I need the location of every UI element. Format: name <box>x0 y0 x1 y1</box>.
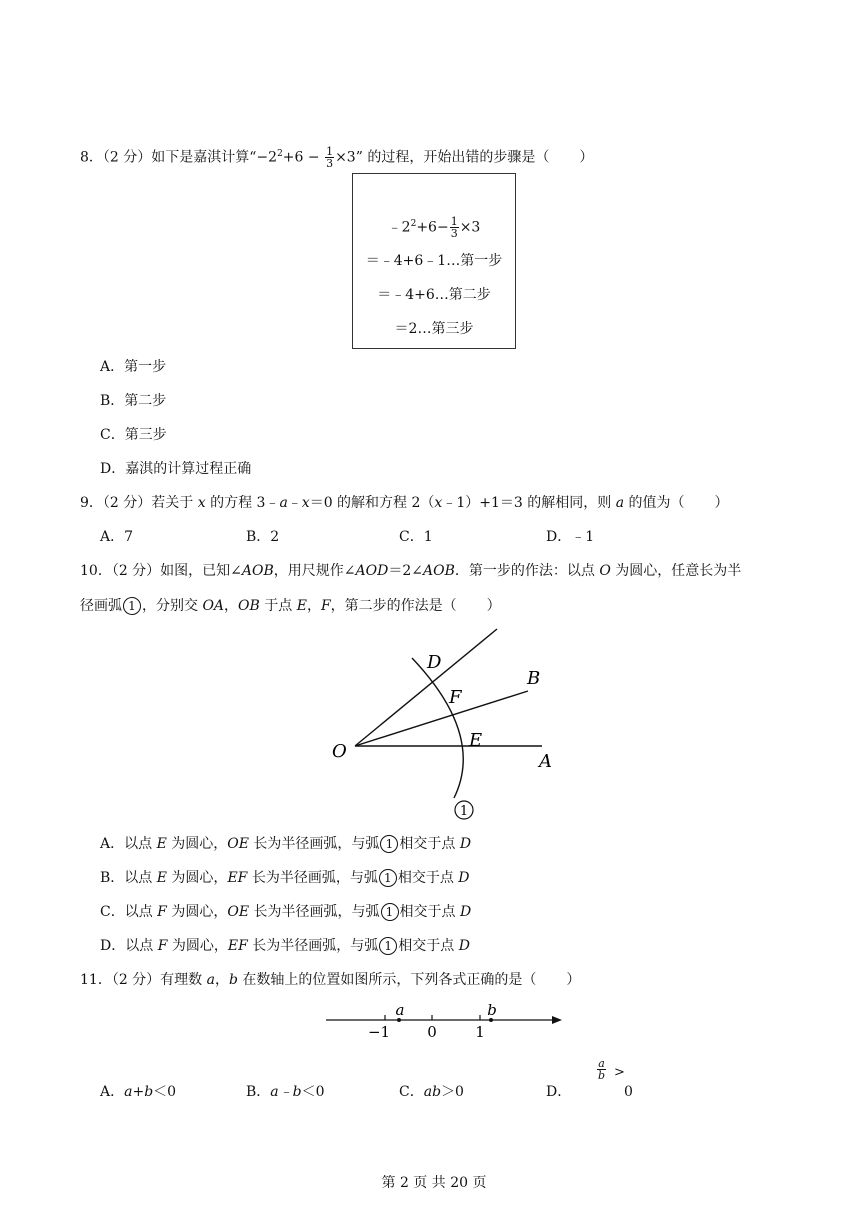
q11-option-c[interactable]: C．ab＞0 <box>399 1084 464 1100</box>
q8-box-row-3: ＝﹣4+6…第二步 <box>377 287 491 303</box>
q9-option-c[interactable]: C．1 <box>399 529 433 545</box>
q9-option-d[interactable]: D．﹣1 <box>546 529 595 545</box>
label-e: E <box>469 730 483 751</box>
label-d: D <box>427 652 442 673</box>
page-footer: 第 2 页 共 20 页 <box>381 1175 487 1191</box>
arc-1 <box>412 658 463 798</box>
q9-option-a[interactable]: A．7 <box>100 529 134 545</box>
q10-stem-line-1: 10．（2 分）如图，已知∠AOB，用尺规作∠AOD＝2∠AOB．第一步的作法：以点 O 为圆心，任意长为半 <box>80 563 742 579</box>
q11-option-d[interactable]: D． <box>546 1084 572 1100</box>
q8-box-row-1: $﹣2^2+6-$ $\frac{1}{3}$ ×3 <box>387 215 481 241</box>
q9-option-b[interactable]: B．2 <box>246 529 280 545</box>
label-o: O <box>332 741 347 762</box>
q10-stem-line-2: 径画弧 1 ，分别交 OA，OB 于点 E，F，第二步的作法是（ ） <box>80 598 501 614</box>
ray-ob <box>355 691 528 746</box>
q11-option-d-relation: > <box>614 1065 625 1080</box>
q9-stem: 9．（2 分）若关于 x 的方程 3﹣a﹣x＝0 的解和方程 2（x﹣1）+1＝3 的解相同，则 a 的值为（ ） <box>80 495 729 511</box>
label-minus-one: −1 <box>367 1023 391 1041</box>
q11-option-a[interactable]: A．a+b＜0 <box>100 1084 177 1100</box>
q8-option-c[interactable]: C．第三步 <box>100 427 167 443</box>
label-one: 1 <box>475 1023 485 1041</box>
q10-option-b[interactable]: B．以点 E 为圆心，EF 长为半径画弧，与弧 1 相交于点 D <box>100 870 470 886</box>
q8-box-row-4: ＝2…第三步 <box>394 321 474 337</box>
q8-stem: 8．（2 分）如下是嘉淇计算“$-2^2+6$ − $\frac{1}{3}$ ×3” 的过程，开始出错的步骤是（ ） <box>80 145 594 171</box>
q11-option-d-zero: 0 <box>624 1084 633 1100</box>
q11-stem: 11．（2 分）有理数 a，b 在数轴上的位置如图所示，下列各式正确的是（ ） <box>80 972 581 988</box>
label-b: b <box>487 1001 497 1019</box>
q8-calculation-box <box>352 173 516 349</box>
label-b: B <box>527 668 541 689</box>
q8-fraction: $\frac{1}{3}$ <box>326 145 334 171</box>
q8-option-b[interactable]: B．第二步 <box>100 393 167 409</box>
q8-option-a[interactable]: A．第一步 <box>100 359 167 375</box>
q10-option-d[interactable]: D．以点 F 为圆心，EF 长为半径画弧，与弧 1 相交于点 D <box>100 938 470 954</box>
arc-1-symbol: 1 <box>123 597 141 615</box>
q11-option-b[interactable]: B．a﹣b＜0 <box>246 1084 325 1100</box>
label-a: A <box>539 751 552 772</box>
q10-angle-figure <box>320 620 570 825</box>
label-a: a <box>395 1001 405 1019</box>
q10-option-a[interactable]: A．以点 E 为圆心，OE 长为半径画弧，与弧 1 相交于点 D <box>100 836 472 852</box>
q8-option-d[interactable]: D．嘉淇的计算过程正确 <box>100 461 252 477</box>
label-zero: 0 <box>427 1023 437 1041</box>
arc-1-number: 1 <box>459 804 469 819</box>
q8-box-row-2: ＝﹣4+6﹣1…第一步 <box>365 253 503 269</box>
q11-number-line <box>320 1000 570 1045</box>
axis-arrow <box>552 1016 562 1024</box>
q10-option-c[interactable]: C．以点 F 为圆心，OE 长为半径画弧，与弧 1 相交于点 D <box>100 904 472 920</box>
ray-od <box>355 629 497 746</box>
q11-option-d-fraction: a b <box>598 1057 606 1082</box>
label-f: F <box>449 687 462 708</box>
